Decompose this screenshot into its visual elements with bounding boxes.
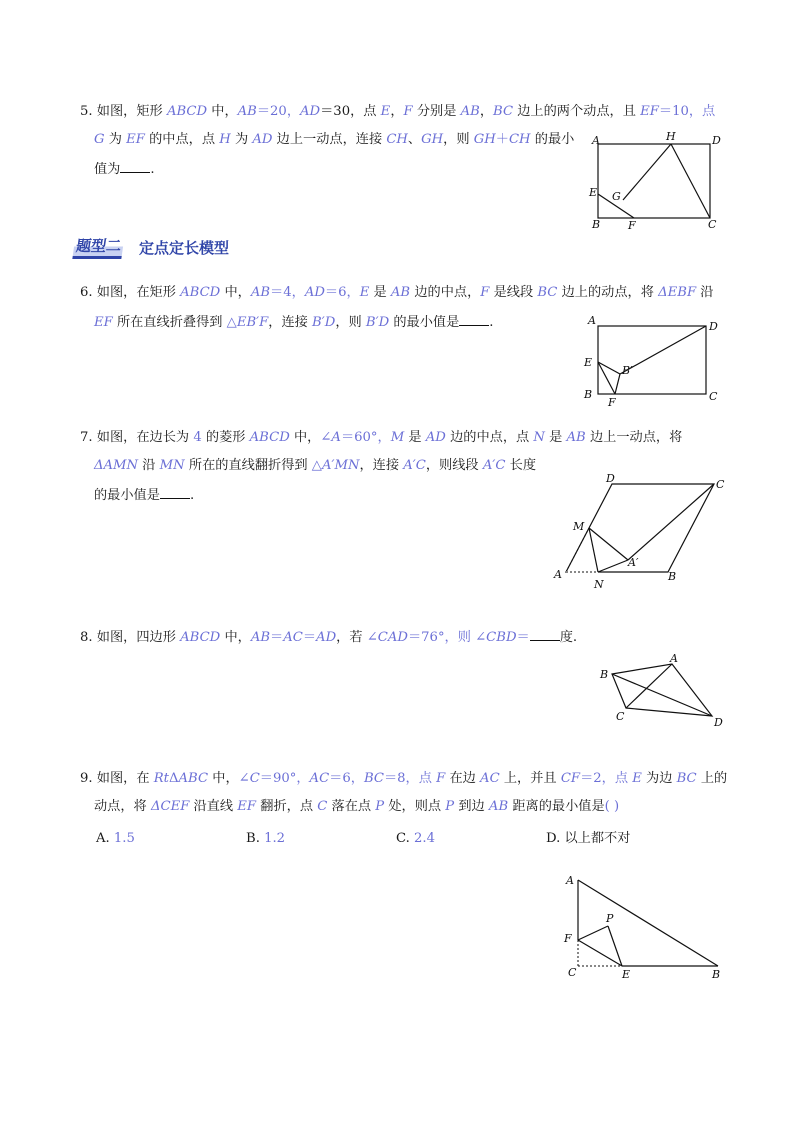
section-header xyxy=(74,236,229,258)
q7-line-1: 7. 如图，在边长为 4 的菱形 ABCD 中，∠A＝60°，M 是 AD 边的中点，点 N 是 AB 边上一动点，将 xyxy=(80,430,683,445)
q6-number: 6. xyxy=(80,285,93,300)
choice-c: C. 2.4 xyxy=(396,831,435,846)
label-P: P xyxy=(606,912,614,925)
q5-line-1: 5. 如图，矩形 ABCD 中，AB＝20，AD＝30，点 E，F 分别是 AB，BC 边上的两个动点，且 EF＝10，点 xyxy=(80,104,716,119)
q8-figure xyxy=(596,652,726,732)
answer-blank xyxy=(459,313,489,326)
answer-blank xyxy=(120,160,150,173)
label-E: E xyxy=(584,356,593,369)
q7-line-2: ΔAMN 沿 MN 所在的直线翻折得到 △A′MN，连接 A′C，则线段 A′C 长度 xyxy=(94,458,537,473)
label-C: C xyxy=(568,966,577,979)
label-M: M xyxy=(573,520,585,533)
label-F: F xyxy=(608,396,616,409)
label-D: D xyxy=(606,472,615,485)
section-title: 定点定长模型 xyxy=(139,238,230,257)
answer-blank xyxy=(530,628,560,641)
label-B: B xyxy=(592,218,601,231)
q6-line-2: EF 所在直线折叠得到 △EB′F，连接 B′D，则 B′D 的最小值是 . xyxy=(94,315,494,330)
choice-d: D. 以上都不对 xyxy=(546,831,631,846)
label-B: B xyxy=(712,968,721,981)
label-A: A xyxy=(588,314,596,327)
q5-line-2: G 为 EF 的中点，点 H 为 AD 边上一动点，连接 CH、GH，则 GH＋CH 的最小 xyxy=(94,132,575,147)
label-B: B xyxy=(584,388,593,401)
label-C: C xyxy=(709,390,718,403)
label-A: A xyxy=(670,652,678,665)
q5-number: 5. xyxy=(80,104,93,119)
q7-number: 7. xyxy=(80,430,93,445)
q6-figure xyxy=(580,312,720,410)
q9-line-2: 动点，将 ΔCEF 沿直线 EF 翻折，点 C 落在点 P 处，则点 P 到边 AB 距离的最小值是( ) xyxy=(94,799,620,814)
label-C: C xyxy=(716,478,725,491)
q5-line-3: 值为 . xyxy=(94,162,155,177)
choice-a: A. 1.5 xyxy=(96,831,135,846)
label-A: A xyxy=(592,134,600,147)
label-H: H xyxy=(666,130,676,143)
label-D: D xyxy=(712,134,721,147)
label-B: B xyxy=(668,570,677,583)
label-C: C xyxy=(616,710,625,723)
label-A: A xyxy=(566,874,574,887)
label-D: D xyxy=(714,716,723,729)
q7-figure xyxy=(548,470,733,595)
q8-number: 8. xyxy=(80,630,93,645)
q7-line-3: 的最小值是 . xyxy=(94,488,195,503)
label-F: F xyxy=(628,219,636,232)
q8-line-1: 8. 如图，四边形 ABCD 中，AB＝AC＝AD，若 ∠CAD＝76°，则 ∠CBD＝ 度. xyxy=(80,630,578,645)
q6-line-1: 6. 如图，在矩形 ABCD 中，AB＝4，AD＝6，E 是 AB 边的中点，F 是线段 BC 边上的动点，将 ΔEBF 沿 xyxy=(80,285,714,300)
label-N: N xyxy=(594,578,604,591)
answer-parentheses: ( ) xyxy=(604,799,620,814)
answer-blank xyxy=(160,486,190,499)
q9-number: 9. xyxy=(80,771,93,786)
q9-line-1: 9. 如图，在 RtΔABC 中，∠C＝90°，AC＝6，BC＝8，点 F 在边 AC 上，并且 CF＝2，点 E 为边 BC 上的 xyxy=(80,771,728,786)
q5-figure xyxy=(588,130,721,232)
label-E: E xyxy=(589,186,598,199)
label-A: A xyxy=(554,568,562,581)
label-B: B xyxy=(600,668,609,681)
choice-b: B. 1.2 xyxy=(246,831,286,846)
label-B-prime: B′ xyxy=(622,364,633,377)
label-C: C xyxy=(708,218,717,231)
label-E: E xyxy=(622,968,631,981)
label-A-prime: A′ xyxy=(628,556,639,569)
q9-figure xyxy=(560,868,730,988)
label-D: D xyxy=(709,320,718,333)
section-badge: 题型二 xyxy=(72,235,124,259)
label-F: F xyxy=(564,932,572,945)
label-G: G xyxy=(612,190,621,203)
